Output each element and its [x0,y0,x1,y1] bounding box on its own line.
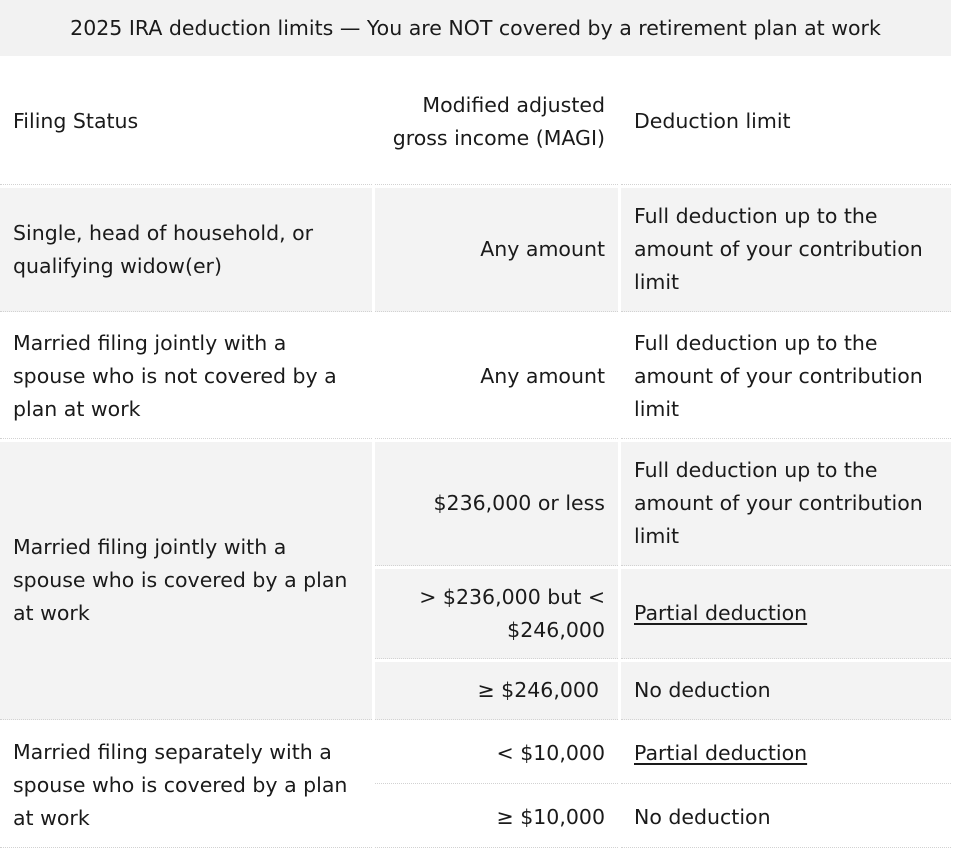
header-deduction-limit: Deduction limit [621,59,951,185]
table-caption: 2025 IRA deduction limits — You are NOT covered by a retirement plan at work [0,0,951,56]
magi-cell: Any amount [375,188,618,312]
deduction-cell: Full deduction up to the amount of your contribution limit [621,442,951,566]
deduction-cell: No deduction [621,787,951,848]
magi-cell: < $10,000 [375,723,618,784]
filing-status-cell: Married filing jointly with a spouse who is covered by a plan at work [0,442,372,720]
magi-cell: $236,000 or less [375,442,618,566]
deduction-cell [621,723,951,784]
deduction-cell [621,569,951,659]
magi-cell: Any amount [375,315,618,439]
filing-status-cell: Married filing jointly with a spouse who is not covered by a plan at work [0,315,372,439]
table-row [0,315,951,439]
magi-cell: ≥ $10,000 [375,787,618,848]
deduction-cell: Full deduction up to the amount of your contribution limit [621,315,951,439]
table-row [0,188,951,312]
header-magi: Modified adjusted gross income (MAGI) [375,59,618,185]
partial-deduction-link[interactable]: Partial deduction [634,740,808,765]
header-filing-status: Filing Status [0,59,372,185]
partial-deduction-link[interactable]: Partial deduction [634,601,808,625]
magi-cell: ≥ $246,000 [375,662,618,720]
filing-status-cell: Single, head of household, or qualifying widow(er) [0,188,372,312]
table-row [0,442,951,566]
caption-row [0,0,951,56]
magi-cell: > $236,000 but < $246,000 [375,569,618,659]
deduction-cell: Full deduction up to the amount of your contribution limit [621,188,951,312]
filing-status-cell: Married filing separately with a spouse who is covered by a plan at work [0,723,372,848]
header-row [0,59,951,185]
deduction-cell: No deduction [621,662,951,720]
table-row [0,723,951,784]
